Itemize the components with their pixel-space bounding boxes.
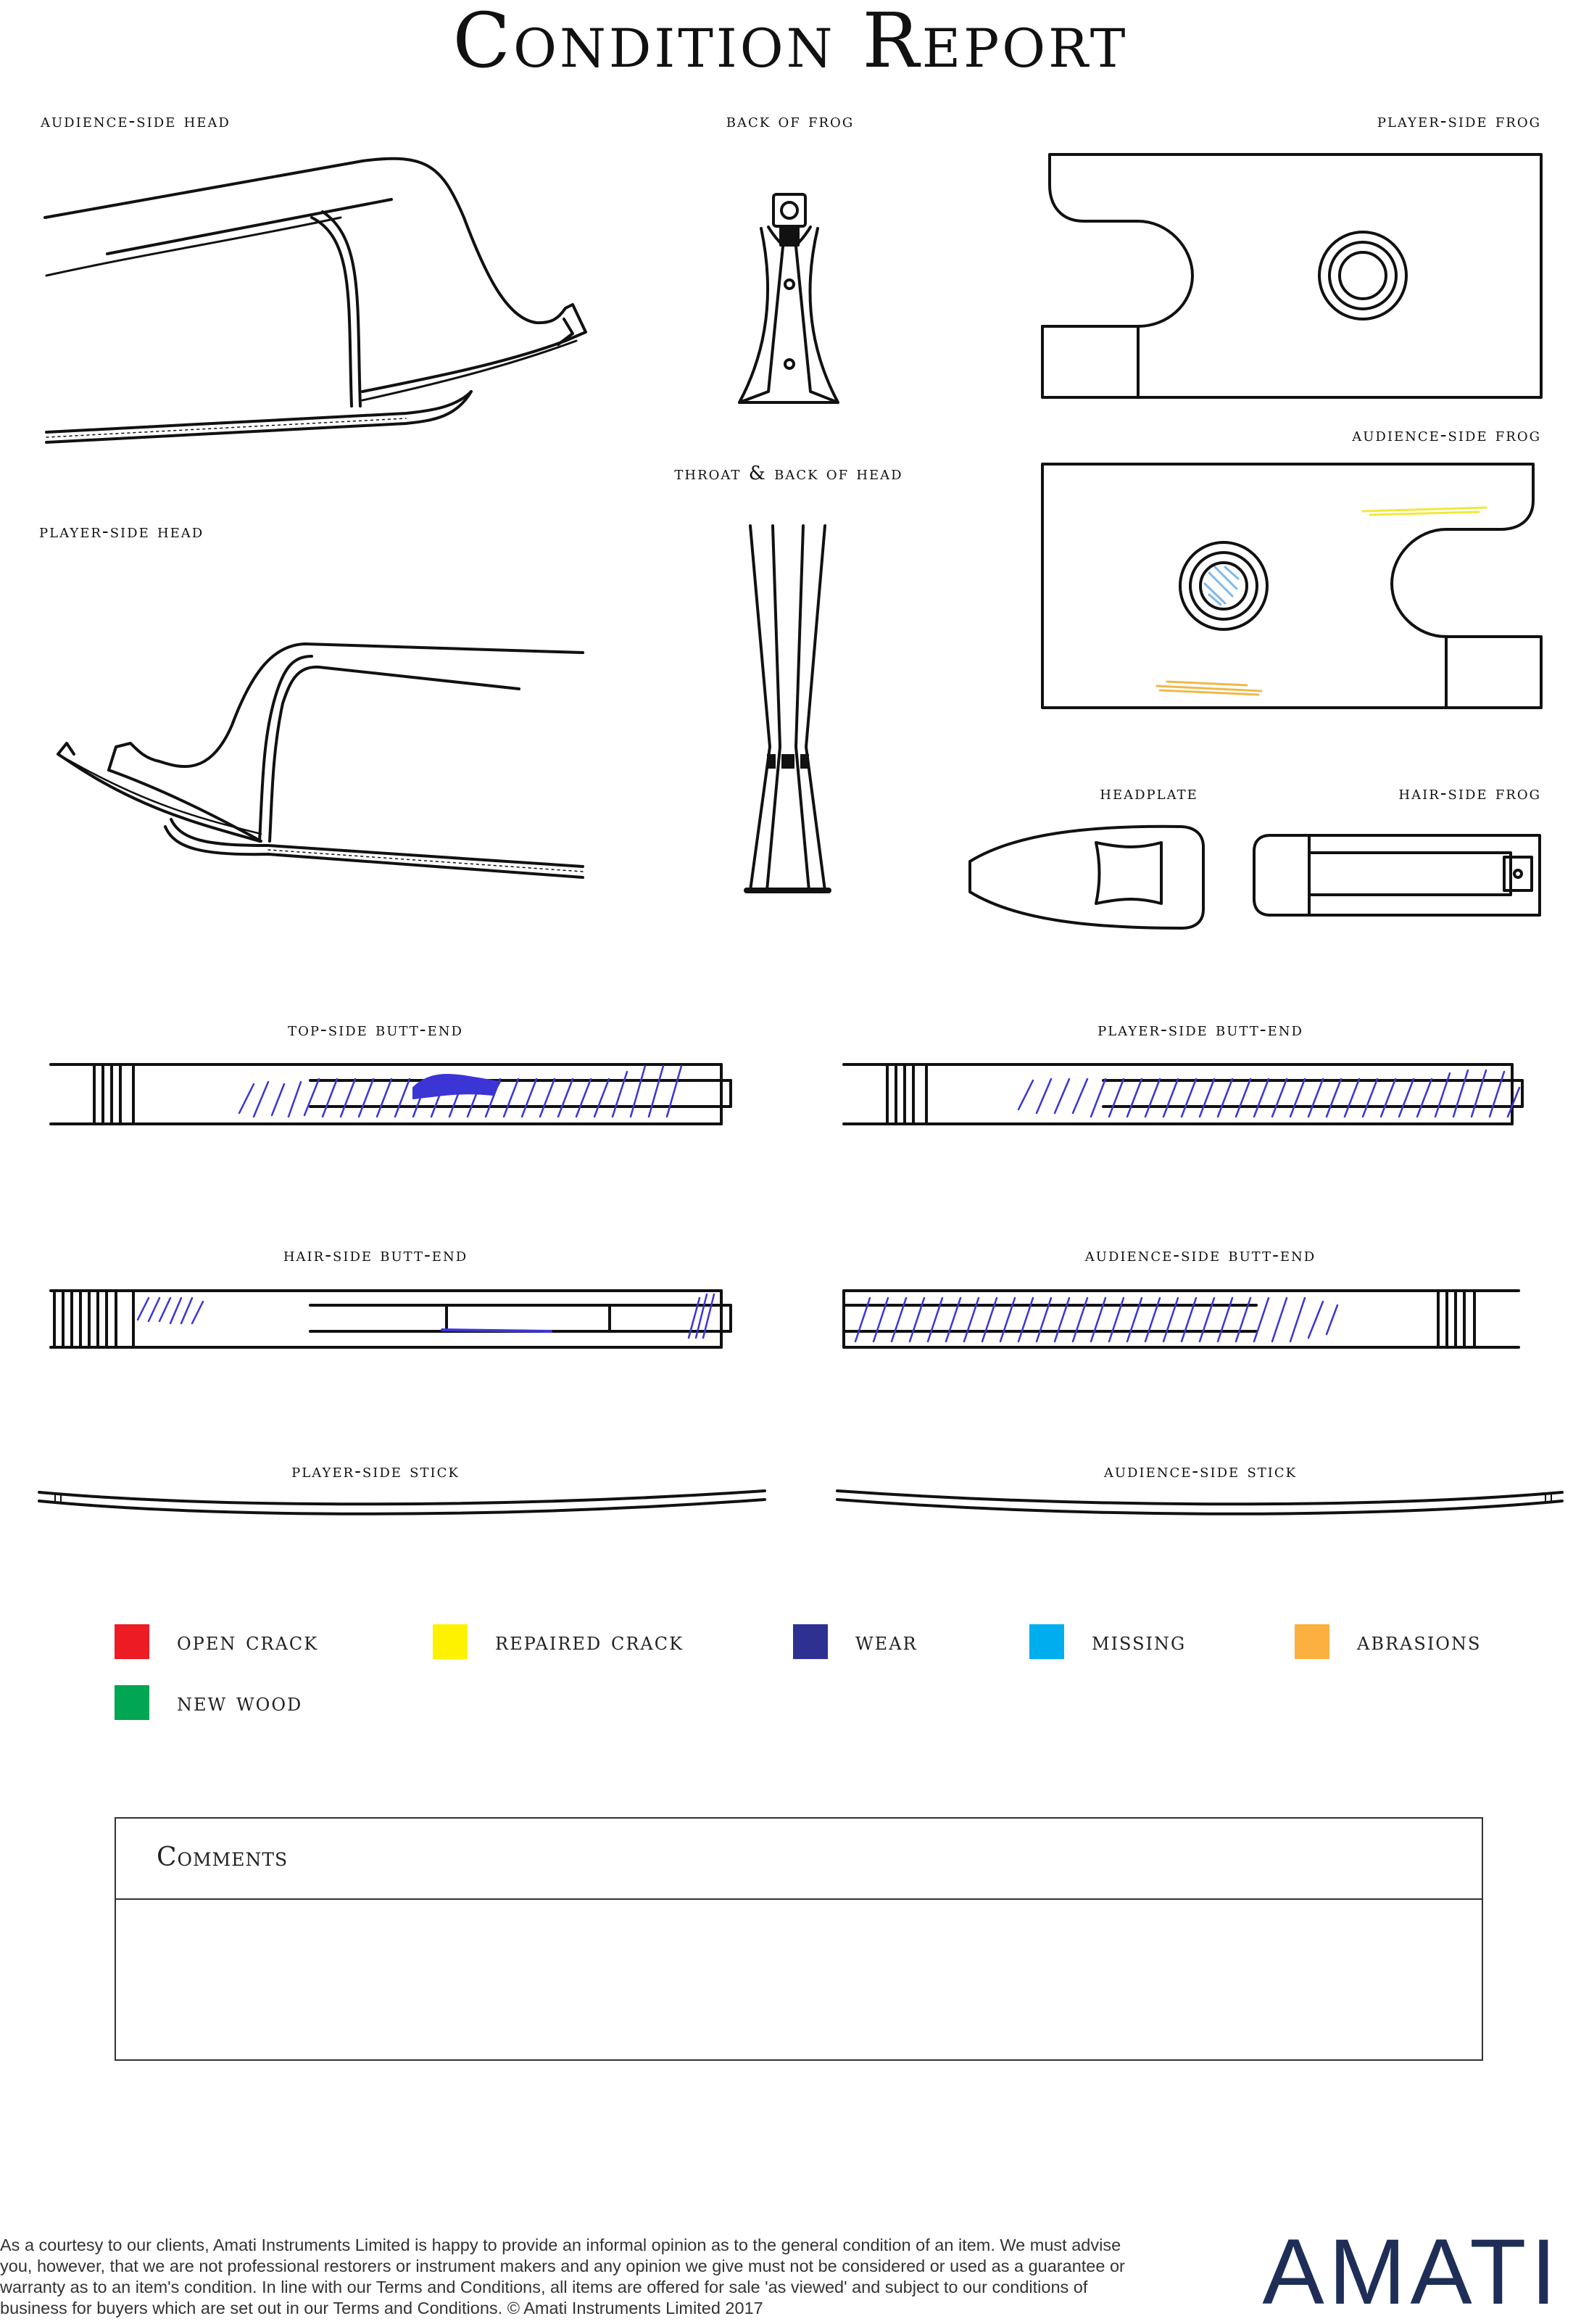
legend-label: open crack bbox=[177, 1627, 319, 1656]
legend-swatch-navy bbox=[793, 1624, 828, 1659]
diagram-top-side-butt-end bbox=[51, 1064, 731, 1124]
legend-label: missing bbox=[1092, 1627, 1187, 1656]
legend-label: new wood bbox=[177, 1688, 303, 1717]
legend-label: abrasions bbox=[1357, 1627, 1482, 1656]
diagram-audience-side-head bbox=[45, 159, 586, 442]
comments-heading: Comments bbox=[116, 1819, 1482, 1900]
comments-box bbox=[115, 1817, 1483, 2061]
diagram-hair-side-frog bbox=[1254, 835, 1540, 915]
diagram-back-of-frog bbox=[739, 194, 838, 402]
legend-repaired-crack bbox=[433, 1624, 684, 1659]
diagram-audience-side-frog bbox=[1042, 464, 1541, 708]
wear-marking bbox=[1018, 1070, 1519, 1117]
label-throat-back-of-head: throat & back of head bbox=[674, 463, 903, 484]
label-back-of-frog: back of frog bbox=[726, 110, 855, 132]
legend-label: wear bbox=[855, 1627, 918, 1656]
legend-missing bbox=[1029, 1624, 1186, 1659]
label-top-side-butt-end: top-side butt-end bbox=[288, 1019, 463, 1041]
legend-abrasions bbox=[1295, 1624, 1481, 1659]
diagram-audience-side-butt-end bbox=[844, 1291, 1519, 1347]
page-title: Condition Report bbox=[452, 0, 1129, 85]
label-audience-side-head: audience-side head bbox=[41, 110, 231, 132]
label-hair-side-butt-end: hair-side butt-end bbox=[283, 1244, 468, 1266]
legend-swatch-cyan bbox=[1029, 1624, 1064, 1659]
legend-label: repaired crack bbox=[495, 1627, 684, 1656]
label-audience-side-frog: audience-side frog bbox=[1352, 424, 1541, 446]
diagram-audience-side-stick bbox=[837, 1491, 1562, 1514]
diagram-player-side-stick bbox=[39, 1491, 765, 1514]
legend-wear bbox=[793, 1624, 918, 1659]
wear-marking bbox=[442, 1330, 551, 1331]
label-audience-side-butt-end: audience-side butt-end bbox=[1084, 1244, 1316, 1266]
diagram-headplate bbox=[970, 827, 1203, 928]
wear-marking-heavy bbox=[413, 1075, 500, 1099]
diagram-player-side-head bbox=[58, 644, 583, 877]
legend-swatch-red bbox=[115, 1624, 149, 1659]
repaired-crack-marking bbox=[1363, 508, 1486, 515]
abrasion-marking bbox=[1157, 682, 1261, 695]
amati-logo: AMATI bbox=[1262, 2220, 1561, 2324]
comments-field[interactable] bbox=[116, 1900, 1482, 2059]
label-player-side-butt-end: player-side butt-end bbox=[1097, 1019, 1303, 1041]
diagram-throat-back-of-head bbox=[747, 526, 829, 890]
diagram-hair-side-butt-end bbox=[51, 1291, 731, 1347]
diagram-player-side-butt-end bbox=[844, 1064, 1522, 1124]
missing-marking bbox=[1205, 567, 1238, 605]
legend-swatch-green bbox=[115, 1685, 149, 1720]
label-hair-side-frog: hair-side frog bbox=[1398, 782, 1541, 804]
disclaimer-text: As a courtesy to our clients, Amati Instruments Limited is happy to provide an informal opinion as to the general condition of an item. We must advise you, however, that we are not professional restorers or instrument makers and any opinion we give must not be considered or used as a guarantee or warranty as to an item's condition. In line with our Terms and Conditions, all items are offered for sale 'as viewed' and subject to our conditions of business for buyers which are set out in our Terms and Conditions. © Amati Instruments Limited 2017 bbox=[0, 2236, 1125, 2317]
label-player-side-head: player-side head bbox=[39, 521, 204, 542]
legend-swatch-orange bbox=[1295, 1624, 1329, 1659]
label-player-side-frog: player-side frog bbox=[1377, 110, 1541, 132]
legend-swatch-yellow bbox=[433, 1624, 468, 1659]
label-player-side-stick: player-side stick bbox=[291, 1460, 460, 1482]
legend-open-crack bbox=[115, 1624, 318, 1659]
legend-new-wood bbox=[115, 1685, 302, 1720]
label-audience-side-stick: audience-side stick bbox=[1103, 1460, 1298, 1482]
diagram-player-side-frog bbox=[1042, 154, 1541, 397]
label-headplate: headplate bbox=[1100, 782, 1198, 804]
